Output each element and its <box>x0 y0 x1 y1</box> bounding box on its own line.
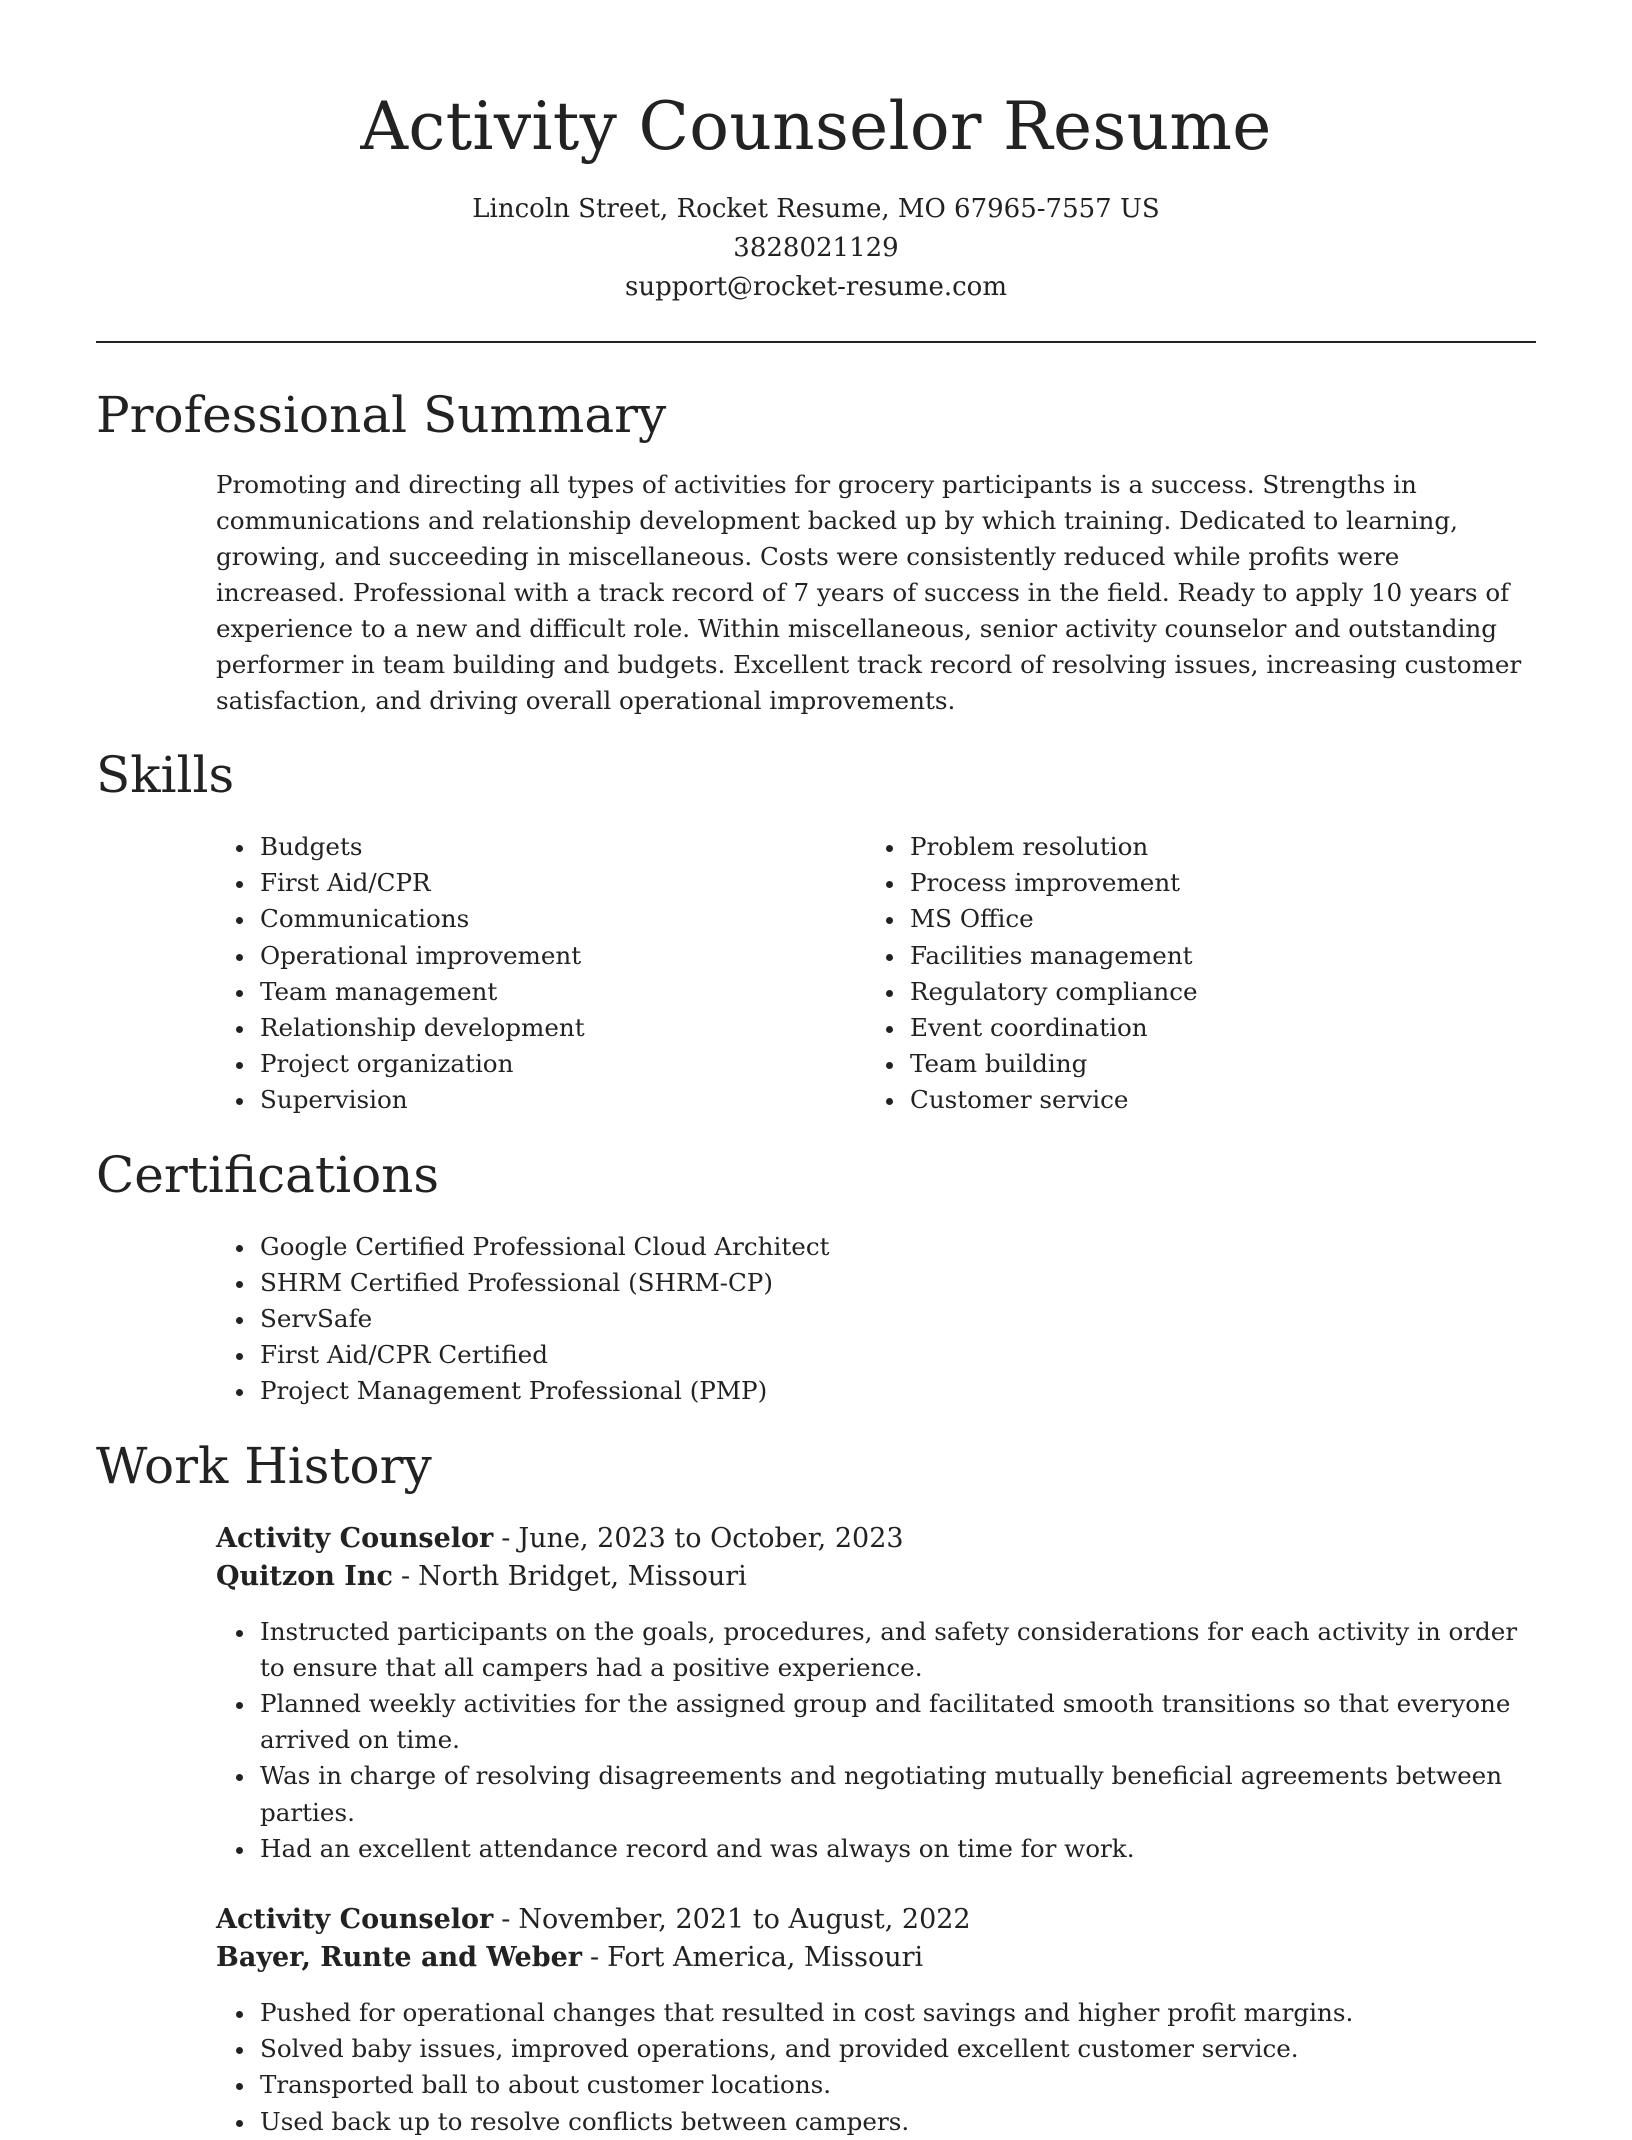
job-location: North Bridget, Missouri <box>418 1560 747 1592</box>
skill-item: Process improvement <box>866 865 1516 901</box>
skills-section <box>96 743 1536 1119</box>
certification-item: ServSafe <box>216 1301 1536 1337</box>
skill-item: MS Office <box>866 901 1516 937</box>
job-bullets <box>216 1614 1536 1867</box>
skill-item: First Aid/CPR <box>216 865 866 901</box>
skill-item: Budgets <box>216 829 866 865</box>
skill-item: Customer service <box>866 1082 1516 1118</box>
job-bullet: Instructed participants on the goals, procedures, and safety considerations for each activity in order to ensure that all campers had a positive experience. <box>216 1614 1536 1686</box>
skill-item: Operational improvement <box>216 938 866 974</box>
job-title-line: Activity Counselor - June, 2023 to October, 2023 <box>216 1522 904 1554</box>
certification-item: Project Management Professional (PMP) <box>216 1373 1536 1409</box>
job-role: Activity Counselor <box>216 1904 494 1936</box>
header-divider <box>96 341 1536 343</box>
job-bullet: Used back up to resolve conflicts between campers. <box>216 2104 1536 2140</box>
skill-item: Communications <box>216 901 866 937</box>
job-bullet: Pushed for operational changes that resulted in cost savings and higher profit margins. <box>216 1995 1536 2031</box>
skill-item: Event coordination <box>866 1010 1516 1046</box>
contact-address: Lincoln Street, Rocket Resume, MO 67965-7557 US <box>472 194 1160 224</box>
contact-email: support@rocket-resume.com <box>624 272 1007 302</box>
skill-item: Supervision <box>216 1082 866 1118</box>
skills-list-right <box>866 829 1516 1119</box>
certifications-heading: Certifications <box>96 1145 440 1204</box>
job-bullet: Was in charge of resolving disagreements and negotiating mutually beneficial agreements between parties. <box>216 1758 1536 1830</box>
job-entry <box>216 1901 1536 2140</box>
summary-heading: Professional Summary <box>96 386 667 444</box>
resume-title: Activity Counselor Resume <box>360 88 1272 165</box>
job-bullets <box>216 1995 1536 2140</box>
skill-item: Problem resolution <box>866 829 1516 865</box>
job-company: Bayer, Runte and Weber <box>216 1942 582 1974</box>
certification-item: First Aid/CPR Certified <box>216 1337 1536 1373</box>
job-dates: November, 2021 to August, 2022 <box>518 1904 971 1936</box>
skills-heading: Skills <box>96 746 235 804</box>
skill-item: Relationship development <box>216 1010 866 1046</box>
job-company-line: Bayer, Runte and Weber - Fort America, Missouri <box>216 1942 924 1974</box>
summary-section <box>96 383 1536 719</box>
certifications-list <box>216 1229 1536 1410</box>
job-dates: June, 2023 to October, 2023 <box>518 1522 904 1554</box>
job-role: Activity Counselor <box>216 1522 494 1554</box>
resume-header <box>96 0 1536 307</box>
certifications-section <box>96 1143 1536 1410</box>
job-company-line: Quitzon Inc - North Bridget, Missouri <box>216 1560 747 1592</box>
job-entry <box>216 1520 1536 1867</box>
job-location: Fort America, Missouri <box>607 1942 924 1974</box>
work-history-section <box>96 1434 1536 2140</box>
skill-item: Team building <box>866 1046 1516 1082</box>
skills-list-left <box>216 829 866 1119</box>
job-bullet: Planned weekly activities for the assigned group and facilitated smooth transitions so that everyone arrived on time. <box>216 1686 1536 1758</box>
contact-phone: 3828021129 <box>733 233 899 263</box>
skill-item: Facilities management <box>866 938 1516 974</box>
contact-block <box>96 190 1536 307</box>
skill-item: Project organization <box>216 1046 866 1082</box>
summary-text: Promoting and directing all types of activities for grocery participants is a success. Strengths in communications and relationship development backed up by which training. Dedicated to learning, growing, and succeeding in miscellaneous. Costs were consistently reduced while profits were increased. Professional with a track record of 7 years of success in the field. Ready to apply 10 years of experience to a new and difficult role. Within miscellaneous, senior activity counselor and outstanding performer in team building and budgets. Excellent track record of resolving issues, increasing customer satisfaction, and driving overall operational improvements. <box>216 470 1522 715</box>
certification-item: Google Certified Professional Cloud Architect <box>216 1229 1536 1265</box>
skills-columns <box>216 829 1536 1119</box>
certification-item: SHRM Certified Professional (SHRM-CP) <box>216 1265 1536 1301</box>
skill-item: Team management <box>216 974 866 1010</box>
skill-item: Regulatory compliance <box>866 974 1516 1010</box>
job-title-line: Activity Counselor - November, 2021 to August, 2022 <box>216 1904 971 1936</box>
work-history-heading: Work History <box>96 1436 432 1495</box>
resume-page <box>96 0 1536 2140</box>
job-bullet: Transported ball to about customer locations. <box>216 2067 1536 2103</box>
job-bullet: Solved baby issues, improved operations, and provided excellent customer service. <box>216 2031 1536 2067</box>
job-bullet: Had an excellent attendance record and was always on time for work. <box>216 1831 1536 1867</box>
job-company: Quitzon Inc <box>216 1560 393 1592</box>
